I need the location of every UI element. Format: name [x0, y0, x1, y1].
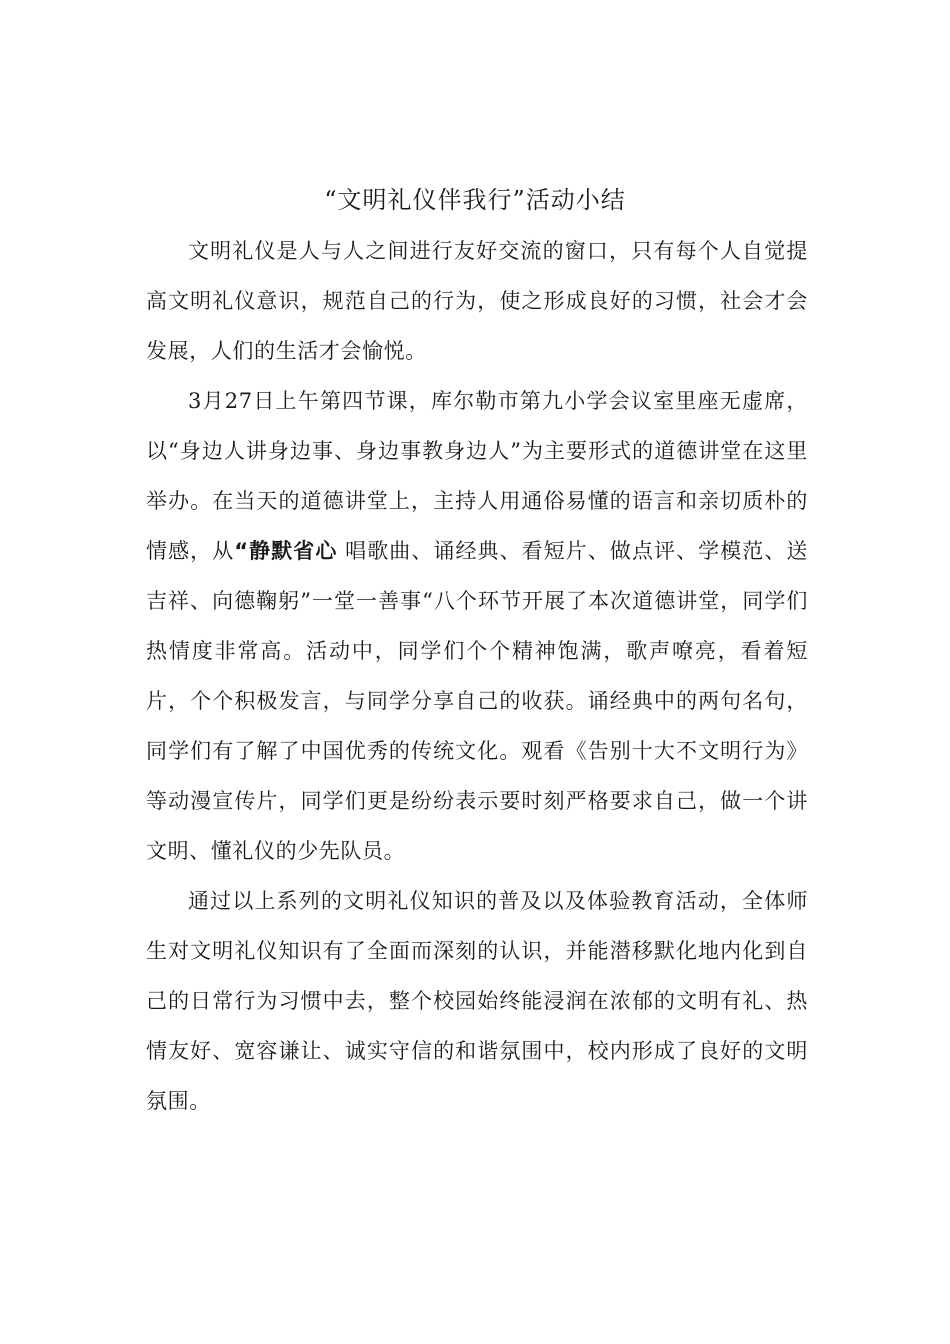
document-body: [146, 226, 808, 1126]
paragraph-1: 文明礼仪是人与人之间进行友好交流的窗口，只有每个人自觉提高文明礼仪意识，规范自己的行为，使之形成良好的习惯，社会才会发展，人们的生活才会愉悦。: [146, 239, 808, 363]
paragraph-2-part-2: 唱歌曲、诵经典、看短片、做点评、学模范、送吉祥、向德鞠躬”一堂一善事“八个环节开展了本次道德讲堂，同学们热情度非常高。活动中，同学们个个精神饱满，歌声嘹亮，看着短片，个个积极发言，与同学分享自己的收获。诵经典中的两句名句，同学们有了解了中国优秀的传统文化。观看《告别十大不文明行为》等动漫宣传片，同学们更是纷纷表示要时刻严格要求自己，做一个讲文明、懂礼仪的少先队员。: [146, 539, 808, 863]
document-title: “文明礼仪伴我行”活动小结: [324, 186, 626, 214]
paragraph-2: [146, 376, 808, 876]
paragraph-2-part-1: 3月27日上午第四节课，库尔勒市第九小学会议室里座无虚席，以“身边人讲身边事、身边事教身边人”为主要形式的道德讲堂在这里举办。在当天的道德讲堂上，主持人用通俗易懂的语言和亲切质朴的情感，从: [146, 389, 808, 563]
paragraph-2-bold-phrase: “静默省心: [234, 539, 338, 563]
paragraph-3: 通过以上系列的文明礼仪知识的普及以及体验教育活动，全体师生对文明礼仪知识有了全面而深刻的认识，并能潜移默化地内化到自己的日常行为习惯中去，整个校园始终能浸润在浓郁的文明有礼、热情友好、宽容谦让、诚实守信的和谐氛围中，校内形成了良好的文明氛围。: [146, 889, 808, 1113]
